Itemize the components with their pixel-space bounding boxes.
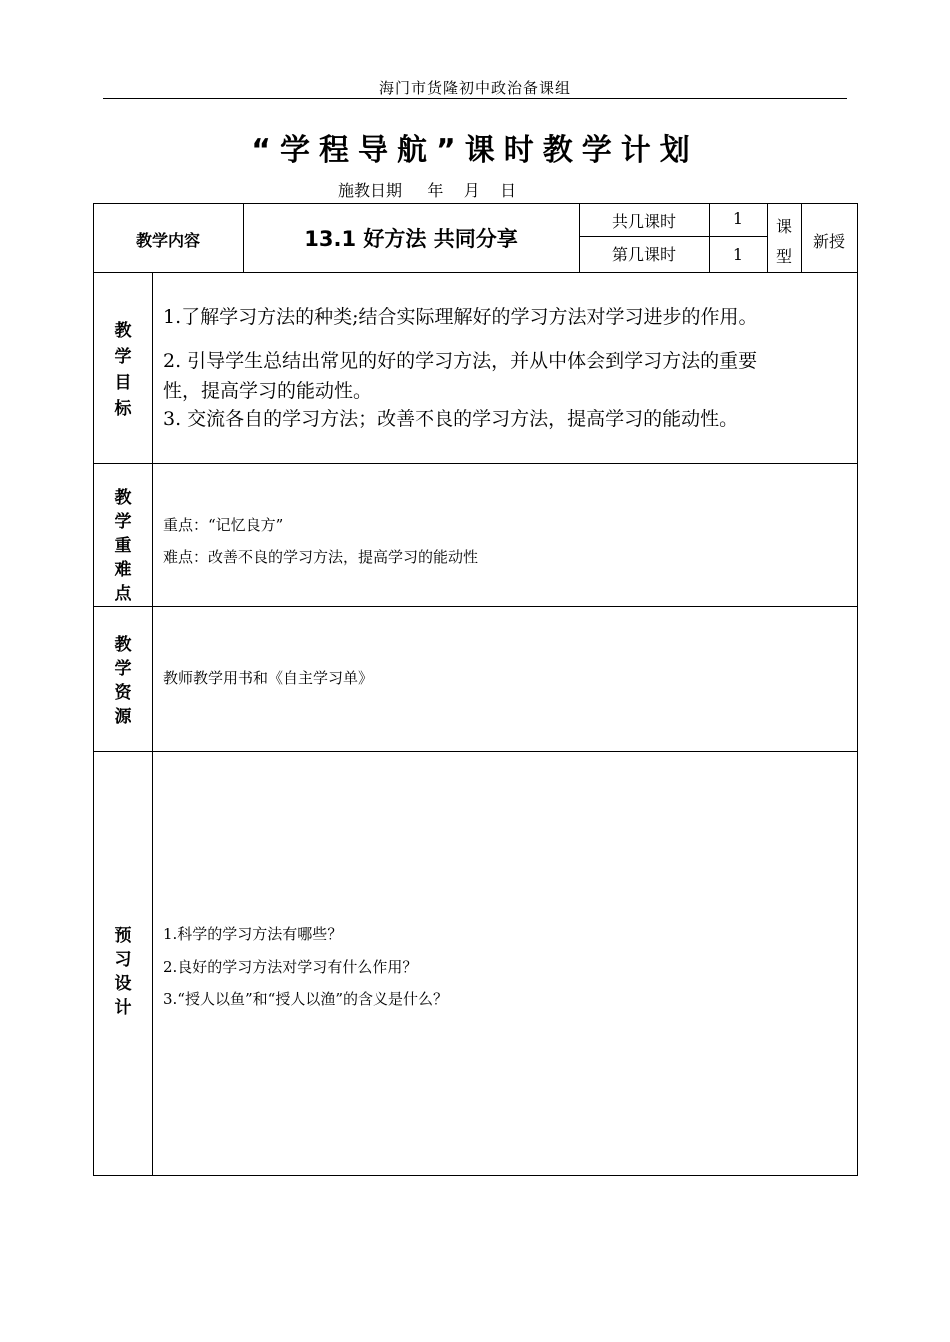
lesson-type-label-1: 课 <box>775 217 792 236</box>
table-border-bottom <box>93 1175 858 1176</box>
document-title: “学程导航”课时教学计划 <box>251 133 699 168</box>
objective-line-1: 1.了解学习方法的种类;结合实际理解好的学习方法对学习进步的作用。 <box>163 306 758 328</box>
table-border-top <box>93 203 858 204</box>
table-border-left <box>93 203 94 1175</box>
resources-label: 教学资源 <box>114 635 132 727</box>
lesson-title: 13.1 好方法 共同分享 <box>304 227 518 251</box>
key-points-label: 教学重难点 <box>114 488 132 604</box>
preview-question-3: 3.“授人以鱼”和“授人以渔”的含义是什么？ <box>163 990 448 1008</box>
key-difficulty: 难点：改善不良的学习方法，提高学习的能动性 <box>163 548 479 566</box>
objective-line-2: 2. 引导学生总结出常见的好的学习方法，并从中体会到学习方法的重要 <box>163 350 758 372</box>
preview-label: 预习设计 <box>114 926 132 1018</box>
preview-question-2: 2.良好的学习方法对学习有什么作用？ <box>163 958 418 976</box>
key-focus: 重点：“记忆良方” <box>163 516 284 534</box>
date-line: 施教日期 年 月 日 <box>338 181 517 200</box>
table-line-split <box>579 236 767 237</box>
nth-period-value: 1 <box>732 245 744 264</box>
table-line-row3 <box>93 606 858 607</box>
content-label: 教学内容 <box>135 231 200 250</box>
objective-line-4: 3. 交流各自的学习方法；改善不良的学习方法，提高学习的能动性。 <box>163 408 739 430</box>
table-line-row2 <box>93 463 858 464</box>
table-line-label-col <box>152 272 153 1175</box>
total-periods-label: 共几课时 <box>611 212 676 231</box>
table-line-row1 <box>93 272 858 273</box>
lesson-type-label-2: 型 <box>775 247 792 266</box>
nth-period-label: 第几课时 <box>611 245 676 264</box>
table-border-right <box>857 203 858 1175</box>
lesson-type-value: 新授 <box>812 232 845 251</box>
objective-line-3: 性，提高学习的能动性。 <box>163 380 373 402</box>
resources-text: 教师教学用书和《自主学习单》 <box>163 669 374 687</box>
page-header: 海门市货隆初中政治备课组 <box>378 79 571 97</box>
preview-question-1: 1.科学的学习方法有哪些？ <box>163 925 343 943</box>
table-line-row4 <box>93 751 858 752</box>
objectives-label: 教学目标 <box>114 321 132 419</box>
header-rule <box>103 98 847 99</box>
total-periods-value: 1 <box>732 209 744 228</box>
